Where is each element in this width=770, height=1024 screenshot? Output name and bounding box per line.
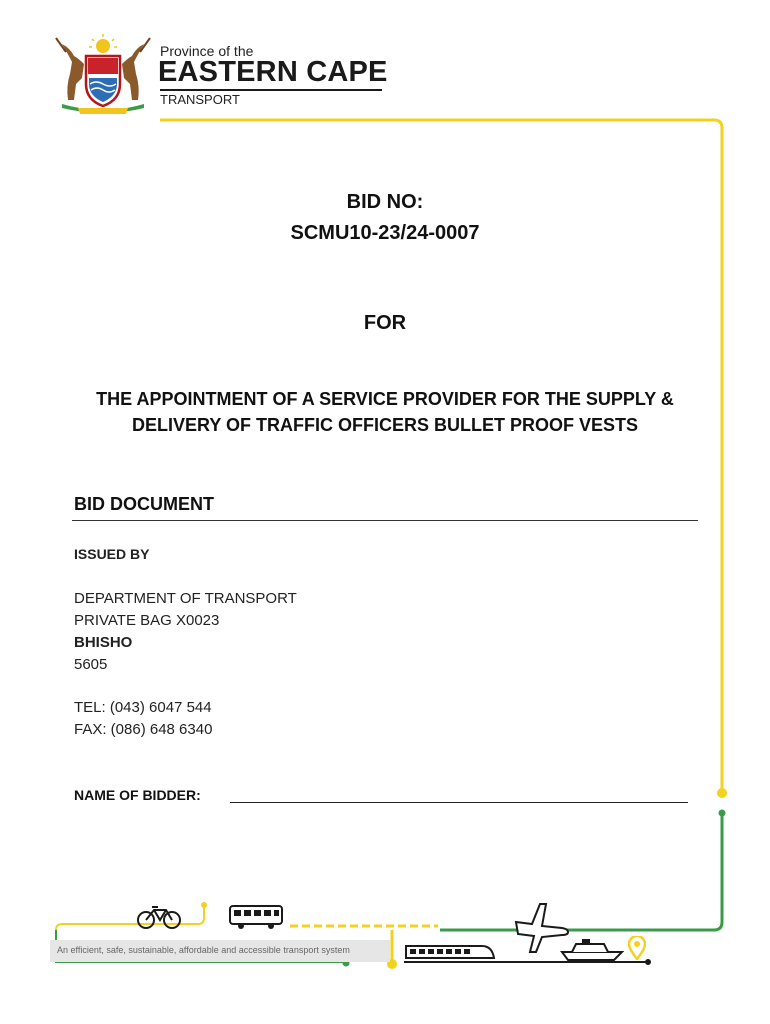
bid-description: THE APPOINTMENT OF A SERVICE PROVIDER FOR THE SUPPLY & DELIVERY OF TRAFFIC OFFICERS BULLET PROOF VESTS [96,389,674,435]
fax: FAX: (086) 648 6340 [74,721,213,738]
telephone: TEL: (043) 6047 544 [74,699,212,716]
brand-line-3: TRANSPORT [160,92,240,107]
document-title: BID DOCUMENT [74,494,214,514]
address-line: BHISHO [74,634,133,651]
coat-of-arms-icon [48,34,158,116]
brand-divider [160,89,382,91]
province-logo [48,34,388,116]
address-line: PRIVATE BAG X0023 [74,612,220,629]
ship-icon [560,938,624,962]
bidder-name-label: NAME OF BIDDER: [74,787,201,803]
brand-line-1: Province of the [160,43,254,59]
issued-by-label: ISSUED BY [74,546,150,562]
bid-number-value: SCMU10-23/24-0007 [290,222,480,244]
address-line: 5605 [74,656,108,673]
for-heading: FOR [363,312,407,334]
title-divider [72,520,698,521]
tagline: An efficient, safe, sustainable, affordable and accessible transport system [57,945,350,955]
train-icon [404,944,496,962]
bidder-name-field[interactable] [230,802,688,803]
address-line: DEPARTMENT OF TRANSPORT [74,590,297,607]
bid-number-label: BID NO: [346,191,424,213]
bicycle-icon [136,904,182,930]
brand-line-2: EASTERN CAPE [158,56,388,88]
bus-icon [228,904,284,930]
location-pin-icon [628,936,646,960]
